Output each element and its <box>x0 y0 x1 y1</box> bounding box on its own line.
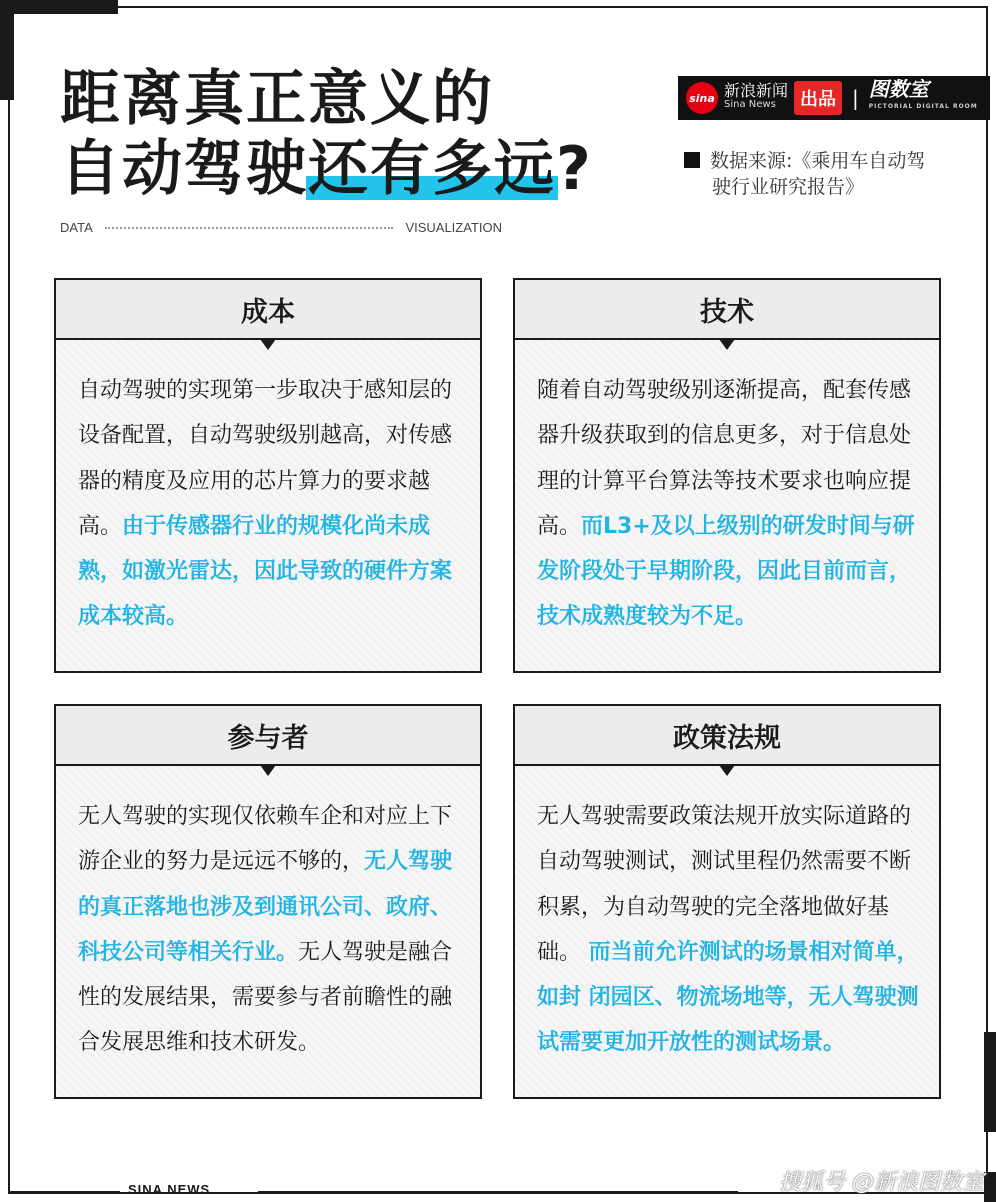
brand-separator: | <box>852 86 859 110</box>
divider-right-label: VISUALIZATION <box>405 220 502 235</box>
title-line-1: 距离真正意义的 <box>60 64 494 134</box>
brand-name-en: Sina News <box>724 99 776 110</box>
studio-name-en: PICTORIAL DIGITAL ROOM <box>868 103 978 110</box>
card-text: 无人驾驶需要政策法规开放实际道路的自动驾驶测试，测试里程仍然需要不断积累，为自动驾驶的完全落地做好基础。 <box>537 804 912 965</box>
title-highlight: 还有多远 <box>308 134 556 204</box>
card-body <box>515 340 939 640</box>
source-line-1: 数据来源:《乘用车自动驾 <box>710 150 926 172</box>
title-line-2 <box>60 134 593 204</box>
card-body <box>56 340 480 640</box>
card-policy <box>513 704 941 1099</box>
watermark: 搜狐号 @新浪图数室 <box>779 1170 984 1195</box>
dotted-line <box>105 227 394 229</box>
title-plain: 自动驾驶 <box>60 134 308 204</box>
corner-decoration <box>0 0 118 14</box>
corner-decoration <box>984 1172 996 1202</box>
corner-decoration <box>984 1032 996 1132</box>
sina-logo-icon: sina <box>686 82 718 114</box>
product-badge: 出品 <box>794 81 842 115</box>
brand-name <box>724 81 789 112</box>
card-cost <box>54 278 482 673</box>
card-highlight: 由于传感器行业的规模化尚未成熟，如激光雷达，因此导致的硬件方案成本较高。 <box>78 513 453 630</box>
card-body <box>56 766 480 1066</box>
brand-name-cn: 新浪新闻 <box>724 81 789 100</box>
source-line-2: 驶行业研究报告》 <box>712 176 865 198</box>
studio-logo <box>868 77 978 116</box>
data-source <box>684 148 974 200</box>
card-highlight: 无人驾驶的真正落地也涉及到通讯公司、政府、科技公司等相关行业。 <box>78 849 453 965</box>
title-question-mark: ? <box>556 134 593 204</box>
card-technology <box>513 278 941 673</box>
card-title: 政策法规 <box>515 706 939 766</box>
card-text: 无人驾驶的实现仅依赖车企和对应上下游企业的努力是远远不够的， <box>78 804 453 875</box>
card-participants <box>54 704 482 1099</box>
card-title: 技术 <box>515 280 939 340</box>
card-text: 随着自动驾驶级别逐渐提高，配套传感器升级获取到的信息更多，对于信息处理的计算平台算法等技术要求也响应提高。 <box>537 378 912 539</box>
brand-banner <box>678 76 990 120</box>
footer-line-left <box>8 1191 120 1193</box>
card-highlight: 而当前允许测试的场景相对简单，如封 闭园区、物流场地等，无人驾驶测试需要更加开放性的测试场景。 <box>537 939 919 1056</box>
page-title <box>60 64 593 204</box>
divider-left-label: DATA <box>60 220 93 235</box>
card-highlight: 而L3+及以上级别的研发时间与研发阶段处于早期阶段，因此目前而言，技术成熟度较为不足。 <box>537 513 915 630</box>
footer-label: SINA NEWS <box>128 1182 211 1197</box>
card-body <box>515 766 939 1066</box>
footer-line-right <box>258 1191 738 1193</box>
card-text-after: 无人驾驶是融合性的发展结果，需要参与者前瞻性的融合发展思维和技术研发。 <box>78 939 453 1056</box>
studio-name: 图数室 <box>868 77 929 101</box>
corner-decoration <box>0 0 14 100</box>
card-text: 自动驾驶的实现第一步取决于感知层的设备配置，自动驾驶级别越高，对传感器的精度及应用的芯片算力的要求越高。 <box>78 378 453 539</box>
data-visualization-divider <box>60 220 502 235</box>
card-title: 参与者 <box>56 706 480 766</box>
card-title: 成本 <box>56 280 480 340</box>
source-bullet-icon <box>684 152 700 168</box>
